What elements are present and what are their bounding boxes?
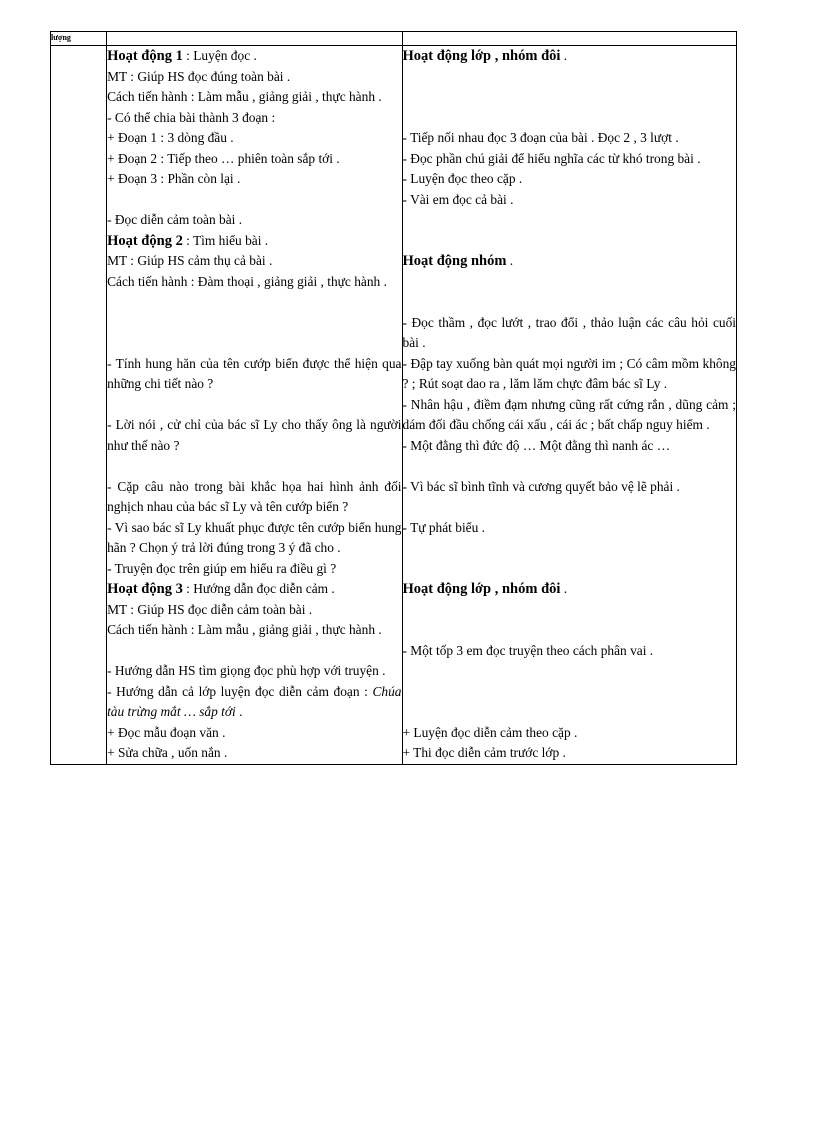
activity-2-name: : Tìm hiểu bài . xyxy=(182,232,269,248)
activity-1-heading xyxy=(107,46,401,67)
spacer xyxy=(107,333,401,354)
student-activity-3-title: Hoạt động lớp , nhóm đôi xyxy=(402,581,561,597)
student-activity-1-whole-reading: - Vài em đọc cả bài . xyxy=(402,191,514,207)
activity-2-question-1: - Tính hung hăn của tên cướp biển được thể hiện qua những chi tiết nào ? xyxy=(107,355,402,391)
activity-2-question-5: - Truyện đọc trên giúp em hiểu ra điều gì ? xyxy=(107,560,337,576)
student-activity-2-discussion: - Đọc thầm , đọc lướt , trao đổi , thảo luận các câu hỏi cuối bài . xyxy=(402,314,736,350)
spacer xyxy=(403,600,737,621)
activity-1-expressive: - Đọc diễn cảm toàn bài . xyxy=(107,212,243,227)
activity-3-correction: + Sửa chữa , uốn nắn . xyxy=(107,745,228,760)
student-activity-1-pair-reading: - Luyện đọc theo cặp . xyxy=(402,171,523,186)
activity-1-name: : Luyện đọc . xyxy=(182,48,257,63)
student-activity-2-title: Hoạt động nhóm xyxy=(402,253,507,269)
student-activity-2-answer-5: - Tự phát biểu . xyxy=(402,519,486,535)
activity-1-part-3: + Đoạn 3 : Phần còn lại . xyxy=(107,171,241,186)
activity-3-class-practice xyxy=(107,682,401,723)
student-activity-3-pair-practice: + Luyện đọc diễn cảm theo cặp . xyxy=(402,724,578,740)
header-cell-teacher xyxy=(107,32,402,46)
activity-2-question-4: - Vì sao bác sĩ Ly khuất phục được tên cướp biển hung hãn ? Chọn ý trả lời đúng trong 3 ý đã cho . xyxy=(107,519,402,555)
spacer xyxy=(107,395,401,416)
student-activity-1-heading: Hoạt động lớp , nhóm đôi . xyxy=(402,48,568,64)
activity-2-objective: MT : Giúp HS cảm thụ cả bài . xyxy=(107,253,273,268)
spacer xyxy=(403,661,737,682)
activity-3-title: Hoạt động 3 xyxy=(107,581,183,597)
spacer xyxy=(403,210,737,231)
activity-2-question-2: - Lời nói , cử chỉ của bác sĩ Ly cho thấy ông là người như thế nào ? xyxy=(107,417,402,453)
header-cell-time xyxy=(51,32,107,46)
activity-3-name: : Hướng dẫn đọc diễn cảm . xyxy=(182,581,335,596)
student-activities-cell xyxy=(402,46,737,765)
activity-3-heading xyxy=(107,579,401,600)
student-activity-3-heading: Hoạt động lớp , nhóm đôi . xyxy=(402,581,568,597)
activity-2-heading xyxy=(107,231,401,252)
activity-1-objective: MT : Giúp HS đọc đúng toàn bài . xyxy=(107,68,291,84)
spacer xyxy=(403,620,737,641)
activity-1-part-2: + Đoạn 2 : Tiếp theo … phiên toàn sắp tới . xyxy=(107,150,340,166)
student-activity-2-answer-3: - Một đằng thì đức độ … Một đằng thì nanh ác … xyxy=(402,437,671,453)
spacer xyxy=(403,108,737,129)
activity-3-voice-guide: - Hướng dẫn HS tìm giọng đọc phù hợp với truyện . xyxy=(107,663,386,678)
student-activity-3-contest: + Thi đọc diễn cảm trước lớp . xyxy=(402,745,566,760)
spacer xyxy=(403,67,737,88)
lesson-table xyxy=(50,31,737,765)
time-column-label: lượng xyxy=(51,33,71,42)
spacer xyxy=(107,292,401,313)
spacer xyxy=(403,682,737,703)
student-activity-1-relay-reading: - Tiếp nối nhau đọc 3 đoạn của bài . Đọc 2 , 3 lượt . xyxy=(402,130,679,145)
activity-3-model-reading: + Đọc mẫu đoạn văn . xyxy=(107,724,226,740)
spacer xyxy=(107,313,401,334)
activity-3-method: Cách tiến hành : Làm mẫu , giảng giải , thực hành . xyxy=(107,622,382,637)
spacer xyxy=(403,559,737,580)
student-activity-2-answer-2: - Nhân hậu , điềm đạm nhưng cũng rất cứng rắn , dũng cảm ; dám đối đầu chống cái xấu , cái ác ; bất chấp nguy hiểm . xyxy=(402,396,736,432)
time-cell xyxy=(51,46,107,765)
student-activity-3-role-reading: - Một tốp 3 em đọc truyện theo cách phân vai . xyxy=(402,642,654,658)
student-activity-2-answer-1: - Đập tay xuống bàn quát mọi người im ; Có câm mồm không ? ; Rút soạt dao ra , lăm lăm chực đâm bác sĩ Ly . xyxy=(402,355,736,391)
activity-3-objective: MT : Giúp HS đọc diễn cảm toàn bài . xyxy=(107,601,313,617)
header-row xyxy=(51,32,737,46)
activity-2-question-3: - Cặp câu nào trong bài khắc họa hai hình ảnh đối nghịch nhau của bác sĩ Ly và tên cướp biển ? xyxy=(107,478,402,514)
spacer xyxy=(403,231,737,252)
content-row xyxy=(51,46,737,765)
student-activity-1-glossary: - Đọc phần chú giải để hiểu nghĩa các từ khó trong bài . xyxy=(402,150,701,166)
spacer xyxy=(403,538,737,559)
spacer xyxy=(403,702,737,723)
spacer xyxy=(403,292,737,313)
student-activity-1-title: Hoạt động lớp , nhóm đôi xyxy=(402,48,561,64)
spacer xyxy=(403,456,737,477)
student-activity-2-heading: Hoạt động nhóm . xyxy=(402,253,514,269)
spacer xyxy=(403,272,737,293)
activity-3-practice-lead: - Hướng dẫn cả lớp luyện đọc diễn cảm đoạn : xyxy=(107,683,373,699)
activity-3-practice-end: . xyxy=(235,704,243,719)
activity-3-passage: Chúa tàu trừng mắt … sắp tới xyxy=(107,683,402,719)
spacer xyxy=(107,190,401,211)
spacer xyxy=(107,456,401,477)
header-cell-student xyxy=(402,32,737,46)
activity-1-method: Cách tiến hành : Làm mẫu , giảng giải , thực hành . xyxy=(107,89,382,104)
spacer xyxy=(403,497,737,518)
student-activity-2-answer-4: - Vì bác sĩ bình tĩnh và cương quyết bảo vệ lẽ phải . xyxy=(402,478,680,494)
spacer xyxy=(107,641,401,662)
teacher-activities-cell xyxy=(107,46,402,765)
spacer xyxy=(403,87,737,108)
activity-1-title: Hoạt động 1 xyxy=(107,48,183,64)
activity-2-method: Cách tiến hành : Đàm thoại , giảng giải , thực hành . xyxy=(107,273,387,289)
activity-2-title: Hoạt động 2 xyxy=(107,232,183,249)
activity-1-part-1: + Đoạn 1 : 3 dòng đầu . xyxy=(107,130,234,145)
activity-1-division: - Có thể chia bài thành 3 đoạn : xyxy=(107,109,276,125)
